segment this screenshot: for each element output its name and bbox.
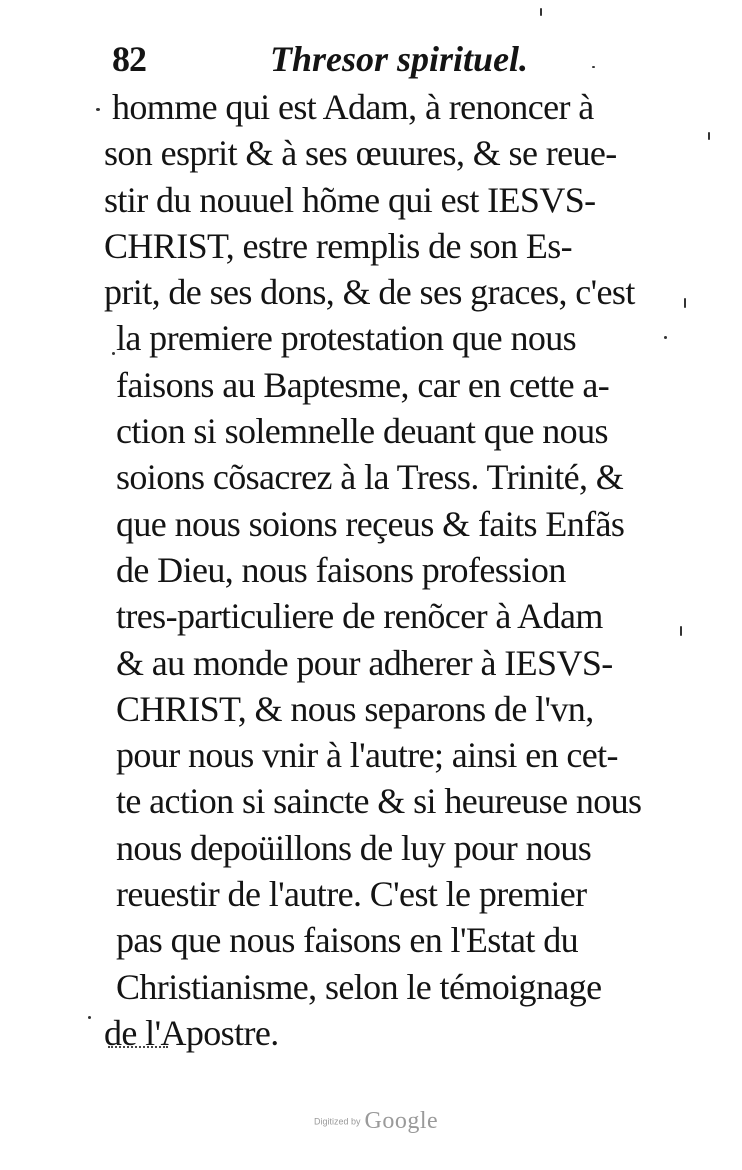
text-line: son esprit & à ses œuures, & se reue- bbox=[104, 133, 617, 174]
text-line: nous depoüillons de luy pour nous bbox=[116, 827, 592, 868]
body-text bbox=[104, 84, 664, 1056]
text-line: prit, de ses dons, & de ses graces, c'est bbox=[104, 272, 635, 313]
text-line: faisons au Baptesme, car en cette a- bbox=[116, 364, 610, 405]
digitization-watermark bbox=[314, 1108, 438, 1135]
ink-speck bbox=[592, 66, 595, 68]
text-line: stir du nouuel hõme qui est IESVS- bbox=[104, 179, 596, 220]
ink-speck bbox=[664, 336, 667, 339]
ink-speck bbox=[708, 132, 710, 140]
text-line: ction si solemnelle deuant que nous bbox=[116, 411, 608, 452]
page-header bbox=[112, 38, 632, 90]
text-line: que nous soions reçeus & faits Enfãs bbox=[116, 503, 625, 544]
ink-dash-mark bbox=[108, 1046, 168, 1051]
watermark-prefix: Digitized by bbox=[314, 1116, 361, 1127]
text-line: reuestir de l'autre. C'est le premier bbox=[116, 874, 587, 915]
text-line: tres-particuliere de renõcer à Adam bbox=[116, 596, 603, 637]
ink-speck bbox=[96, 108, 100, 111]
text-line: de Dieu, nous faisons profession bbox=[116, 549, 566, 590]
ink-speck bbox=[88, 1016, 91, 1019]
page-number: 82 bbox=[112, 39, 146, 79]
ink-speck bbox=[684, 298, 686, 308]
text-line: la premiere protestation que nous bbox=[116, 318, 577, 359]
text-line: & au monde pour adherer à IESVS- bbox=[116, 642, 613, 683]
ink-speck bbox=[112, 352, 115, 355]
text-line: soions cõsacrez à la Tress. Trinité, & bbox=[116, 457, 624, 498]
text-line: Christianisme, selon le témoignage bbox=[116, 966, 602, 1007]
watermark-brand: Google bbox=[364, 1108, 439, 1134]
running-title: Thresor spirituel. bbox=[270, 39, 529, 79]
ink-speck bbox=[680, 626, 682, 636]
text-line: de l'Apostre. bbox=[104, 1012, 279, 1053]
text-line: CHRIST, estre remplis de son Es- bbox=[104, 225, 573, 266]
ink-speck bbox=[540, 8, 542, 16]
text-line: pour nous vnir à l'autre; ainsi en cet- bbox=[116, 735, 618, 776]
text-line: pas que nous faisons en l'Estat du bbox=[116, 920, 579, 961]
text-line: CHRIST, & nous separons de l'vn, bbox=[116, 688, 594, 729]
text-line: homme qui est Adam, à renoncer à bbox=[112, 87, 594, 127]
text-line: te action si saincte & si heureuse nous bbox=[116, 781, 642, 822]
